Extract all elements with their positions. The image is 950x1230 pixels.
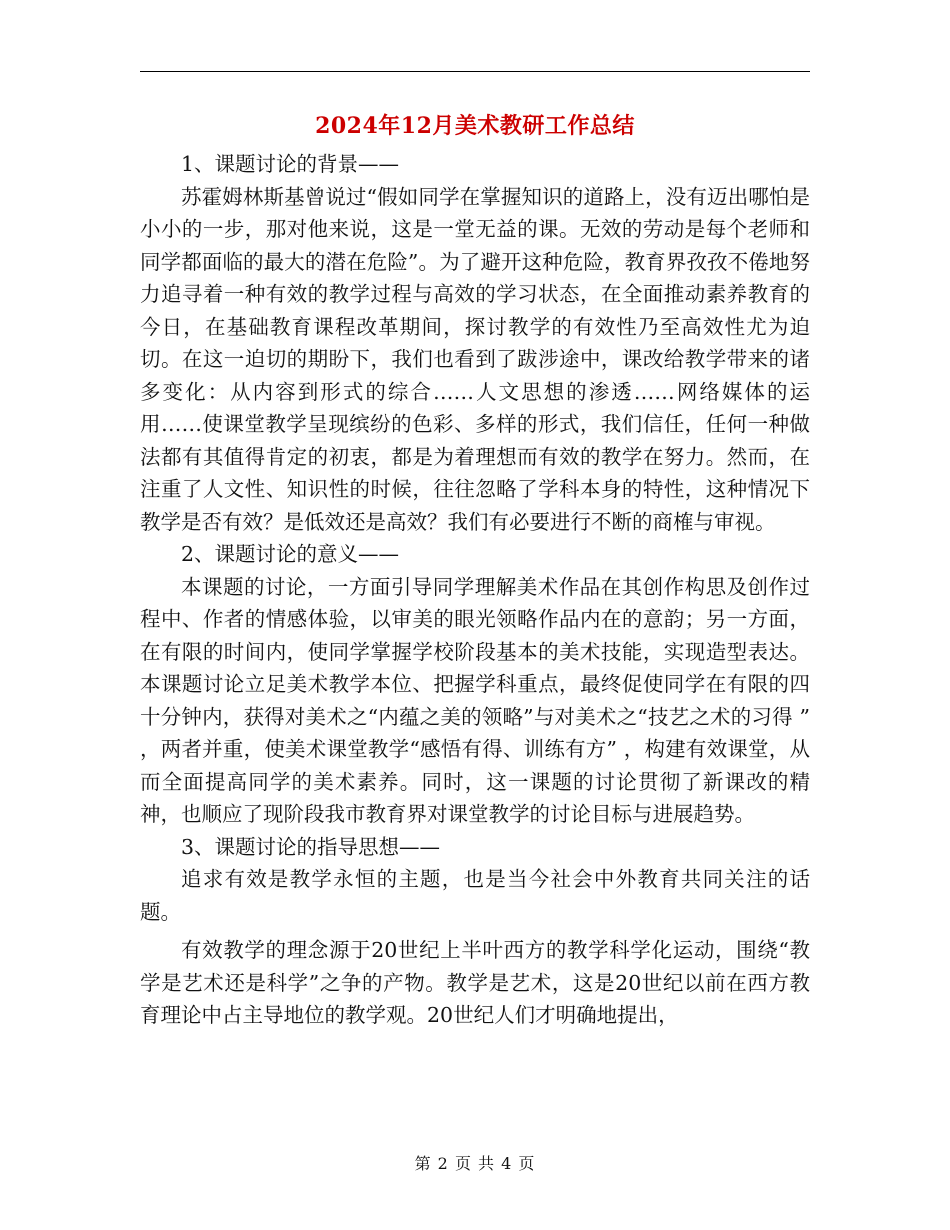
paragraph-heading-significance: 2、课题讨论的意义—— [181,542,400,566]
paragraph-significance-text: 本课题的讨论，一方面引导同学理解美术作品在其创作构思及创作过程中、作者的情感体验，以审美的眼光领略作品内在的意韵；另一方面，在有限的时间内，使同学掌握学校阶段基本的美术技能，实现造型表达。本课题讨论立足美术教学本位、把握学科重点，最终促使同学在有限的四十分钟内，获得对美术之“内蕴之美的领略”与对美术之“技艺之术的习得 ” ，两者并重，使美术课堂教学“感悟有得、训练有方” ，构建有效课堂，从而全面提高同学的美术素养。同时，这一课题的讨论贯彻了新课改的精神，也顺应了现阶段我市教育界对课堂教学的讨论目标与进展趋势。 [140,574,810,826]
paragraph-heading-background: 1、课题讨论的背景—— [181,152,400,176]
paragraph-background-text: 苏霍姆林斯基曾说过“假如同学在掌握知识的道路上，没有迈出哪怕是小小的一步，那对他来说，这是一堂无益的课。无效的劳动是每个老师和同学都面临的最大的潜在危险”。为了避开这种危险，教育界孜孜不倦地努力追寻着一种有效的教学过程与高效的学习状态，在全面推动素养教育的今日，在基础教育课程改革期间，探讨教学的有效性乃至高效性尤为迫切。在这一迫切的期盼下，我们也看到了跋涉途中，课改给教学带来的诸多变化：从内容到形式的综合……人文思想的渗透……网络媒体的运用……使课堂教学呈现缤纷的色彩、多样的形式，我们信任，任何一种做法都有其值得肯定的初衷，都是为着理想而有效的教学在努力。然而，在注重了人文性、知识性的时候，往往忽略了学科本身的特性，这种情况下教学是否有效？是低效还是高效？我们有必要进行不断的商榷与审视。 [140,184,810,534]
paragraph-heading-guiding-thought: 3、课题讨论的指导思想—— [181,834,441,859]
page-footer: 第 2 页 共 4 页 [414,1154,536,1173]
document-body [140,148,810,1032]
paragraph-guiding-thought-text: 追求有效是教学永恒的主题，也是当今社会中外教育共同关注的话题。 [140,867,810,924]
paragraph-effective-teaching-text: 有效教学的理念源于20世纪上半叶西方的教学科学化运动，围绕“教学是艺术还是科学”之争的产物。教学是艺术，这是20世纪以前在西方教育理论中占主导地位的教学观。20世纪人们才明确地提出， [140,938,810,1027]
document-title: 2024年12月美术教研工作总结 [315,113,635,139]
header-rule [140,71,810,72]
